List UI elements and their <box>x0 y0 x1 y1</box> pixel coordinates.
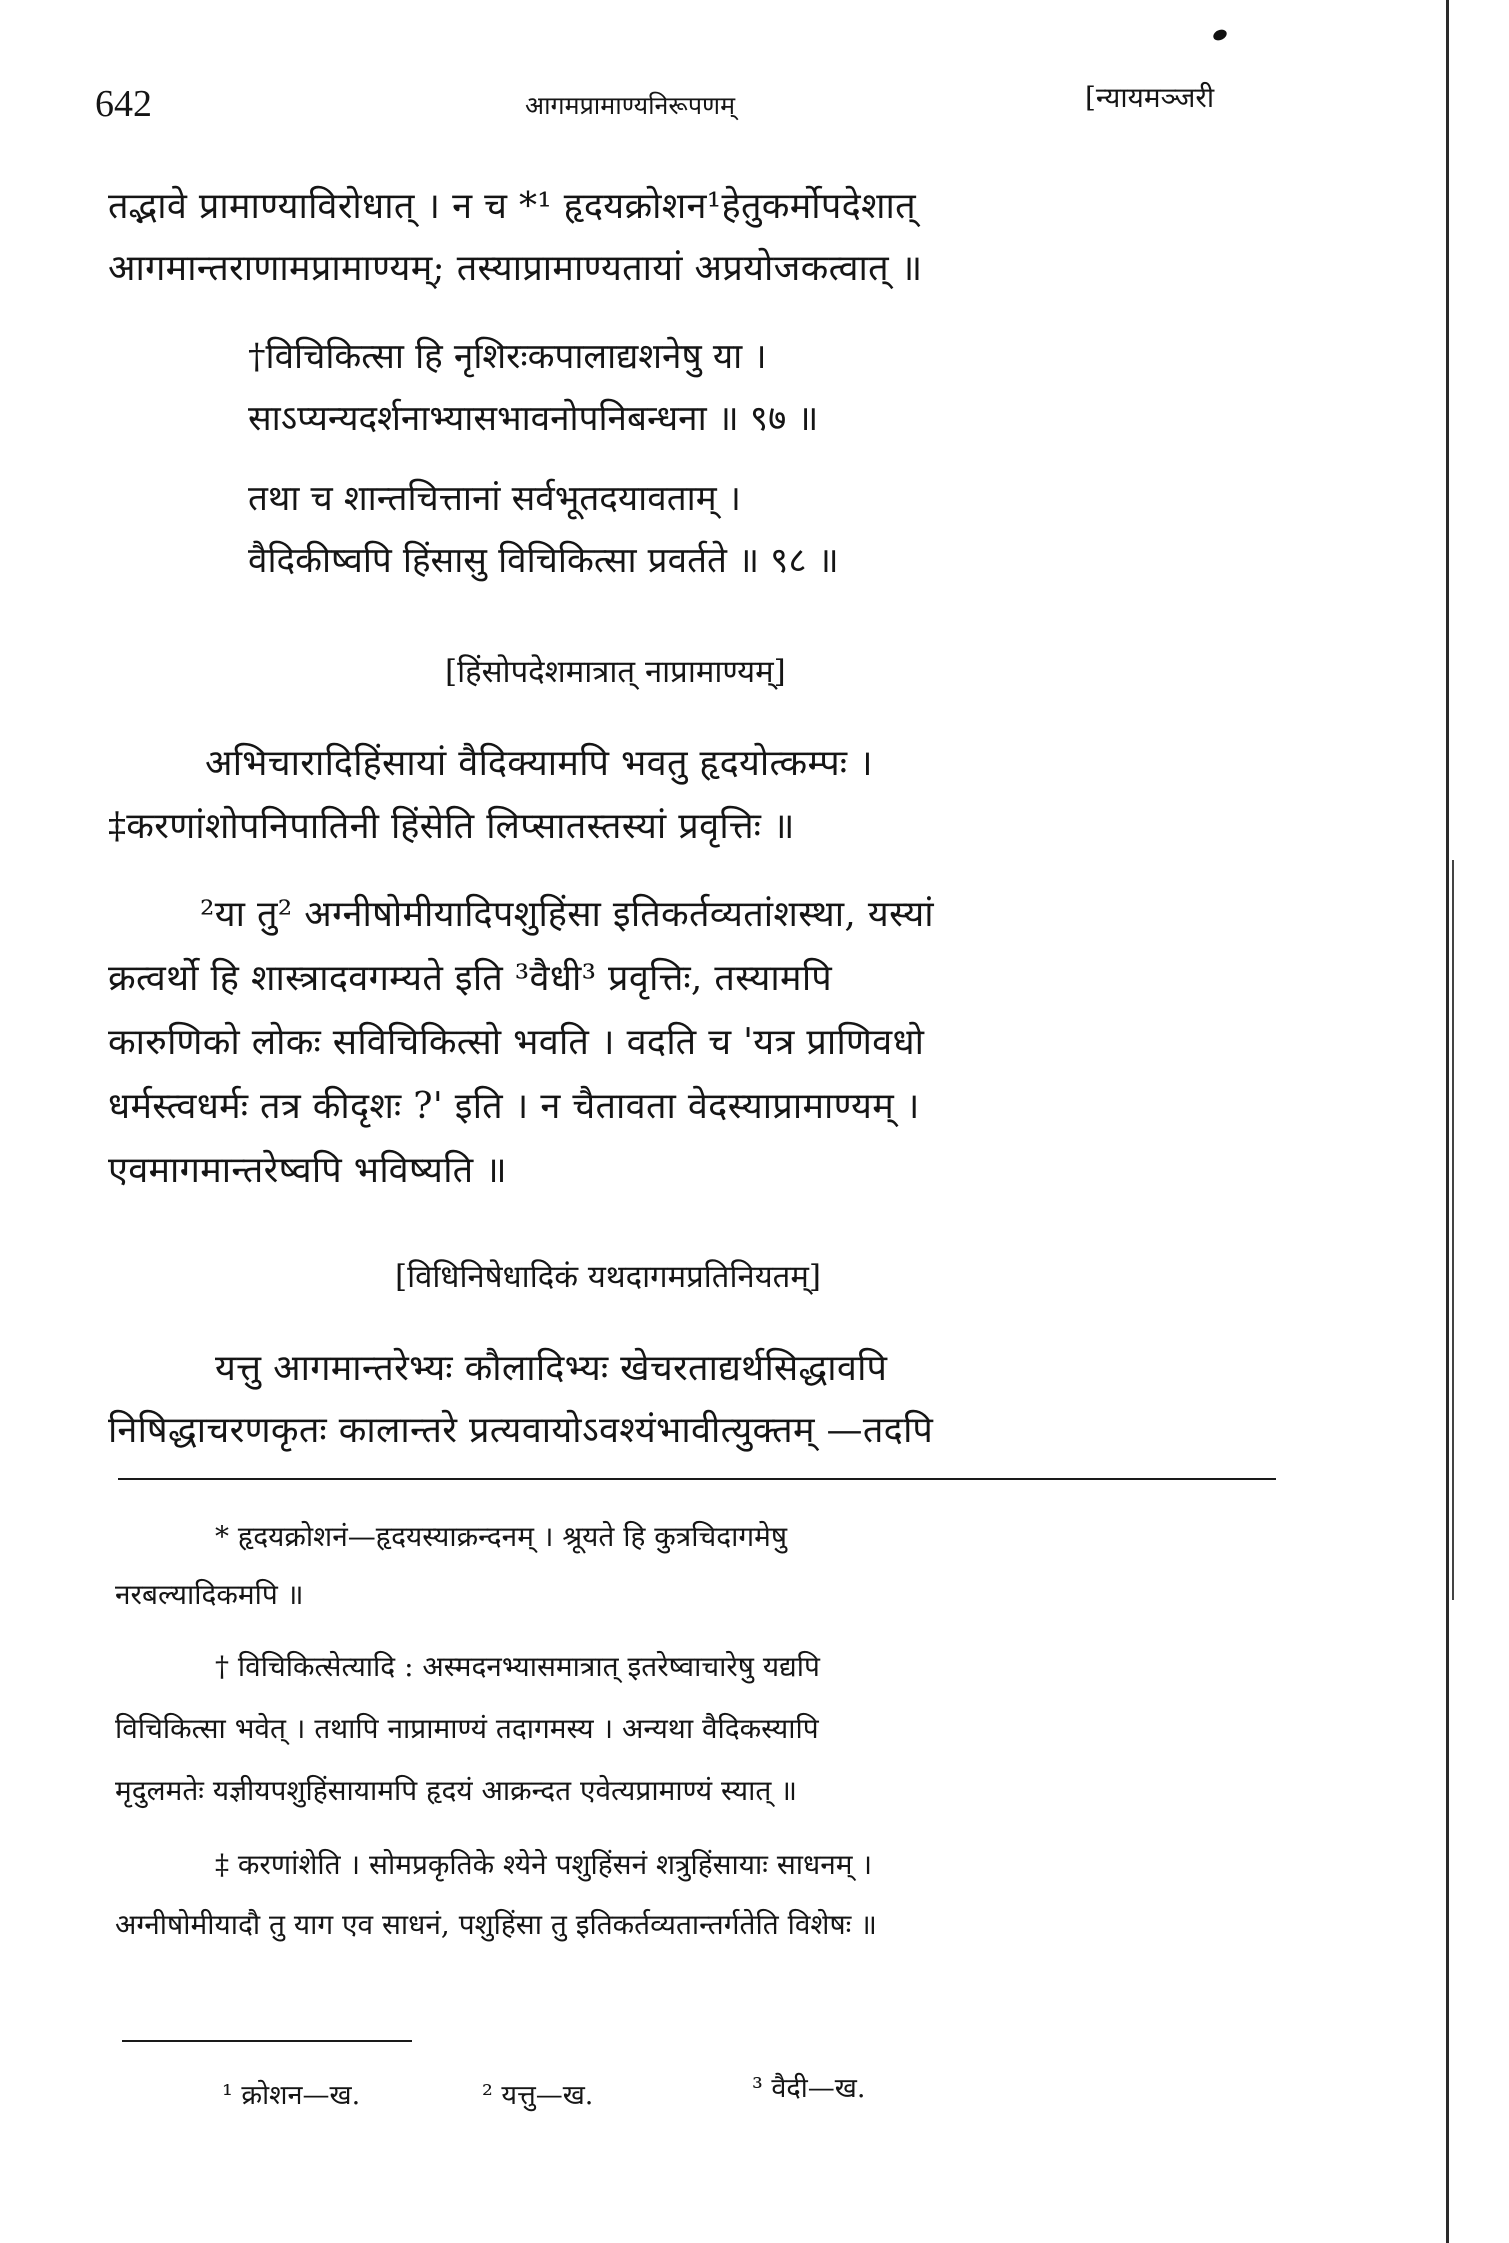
verse-line: तथा च शान्तचित्तानां सर्वभूतदयावताम् । <box>248 479 742 519</box>
text-line: तद्भावे प्रामाण्याविरोधात् । न च *¹ हृदयक्रोशन¹हेतुकर्मोपदेशात् <box>108 186 916 227</box>
variant-separator <box>122 2040 412 2042</box>
text-line: ‡करणांशोपनिपातिनी हिंसेति लिप्सातस्तस्यां प्रवृत्तिः ॥ <box>108 806 795 847</box>
variant-reading: ² यत्तु—ख. <box>482 2080 594 2111</box>
variant-reading: ¹ क्रोशन—ख. <box>222 2080 361 2111</box>
text-line: धर्मस्त्वधर्मः तत्र कीदृशः ?' इति । न चैतावता वेदस्याप्रामाण्यम् । <box>108 1086 920 1127</box>
section-heading: [विधिनिषेधादिकं यथदागमप्रतिनियतम्] <box>395 1259 821 1295</box>
verse-line: साऽप्यन्यदर्शनाभ्यासभावनोपनिबन्धना ॥ ९७ ॥ <box>248 399 819 439</box>
text-line: कारुणिको लोकः सविचिकित्सो भवति । वदति च 'यत्र प्राणिवधो <box>108 1022 925 1063</box>
section-heading: [हिंसोपदेशमात्रात् नाप्रामाण्यम्] <box>445 654 786 690</box>
text-line: यत्तु आगमान्तरेभ्यः कौलादिभ्यः खेचरताद्यर्थसिद्धावपि <box>215 1348 888 1389</box>
footnote-line: नरबल्यादिकमपि ॥ <box>115 1578 304 1611</box>
footnote-line: * हृदयक्रोशनं—हृदयस्याक्रन्दनम् । श्रूयते हि कुत्रचिदागमेषु <box>215 1520 788 1553</box>
text-line: ²या तु² अग्नीषोमीयादिपशुहिंसा इतिकर्तव्यतांशस्था, यस्यां <box>200 894 934 935</box>
verse-line: †विचिकित्सा हि नृशिरःकपालाद्यशनेषु या । <box>248 337 767 377</box>
text-line: आगमान्तराणामप्रामाण्यम्; तस्याप्रामाण्यतायां अप्रयोजकत्वात् ॥ <box>108 248 923 289</box>
page-number: 642 <box>95 83 152 125</box>
footnote-line: अग्नीषोमीयादौ तु याग एव साधनं, पशुहिंसा तु इतिकर्तव्यतान्तर्गतेति विशेषः ॥ <box>115 1908 877 1941</box>
footnote-line: † विचिकित्सेत्यादि : अस्मदनभ्यासमात्रात् इतरेष्वाचारेषु यद्यपि <box>215 1650 820 1683</box>
ink-mark <box>1212 28 1229 43</box>
book-title: [न्यायमञ्जरी <box>1085 81 1215 114</box>
text-line: अभिचारादिहिंसायां वैदिक्यामपि भवतु हृदयोत्कम्पः । <box>205 743 873 784</box>
page-edge-line-inner <box>1452 860 1454 1600</box>
footnote-line: मृदुलमतेः यज्ञीयपशुहिंसायामपि हृदयं आक्रन्दत एवेत्यप्रामाण्यं स्यात् ॥ <box>115 1774 798 1807</box>
text-line: निषिद्धाचरणकृतः कालान्तरे प्रत्यवायोऽवश्यंभावीत्युक्तम् —तदपि <box>108 1410 934 1451</box>
text-line: क्रत्वर्थो हि शास्त्रादवगम्यते इति ³वैधी³ प्रवृत्तिः, तस्यामपि <box>108 958 832 999</box>
verse-line: वैदिकीष्वपि हिंसासु विचिकित्सा प्रवर्तते ॥ ९८ ॥ <box>248 541 839 581</box>
footnote-line: विचिकित्सा भवेत् । तथापि नाप्रामाण्यं तदागमस्य । अन्यथा वैदिकस्यापि <box>115 1712 819 1745</box>
variant-reading: ³ वैदी—ख. <box>752 2073 866 2104</box>
text-line: एवमागमान्तरेष्वपि भविष्यति ॥ <box>108 1150 507 1191</box>
footnote-separator <box>118 1478 1276 1480</box>
running-title: आगमप्रामाण्यनिरूपणम् <box>525 91 736 120</box>
footnote-line: ‡ करणांशेति । सोमप्रकृतिके श्येने पशुहिंसनं शत्रुहिंसायाः साधनम् । <box>215 1848 873 1881</box>
page-edge-line <box>1446 0 1449 2243</box>
